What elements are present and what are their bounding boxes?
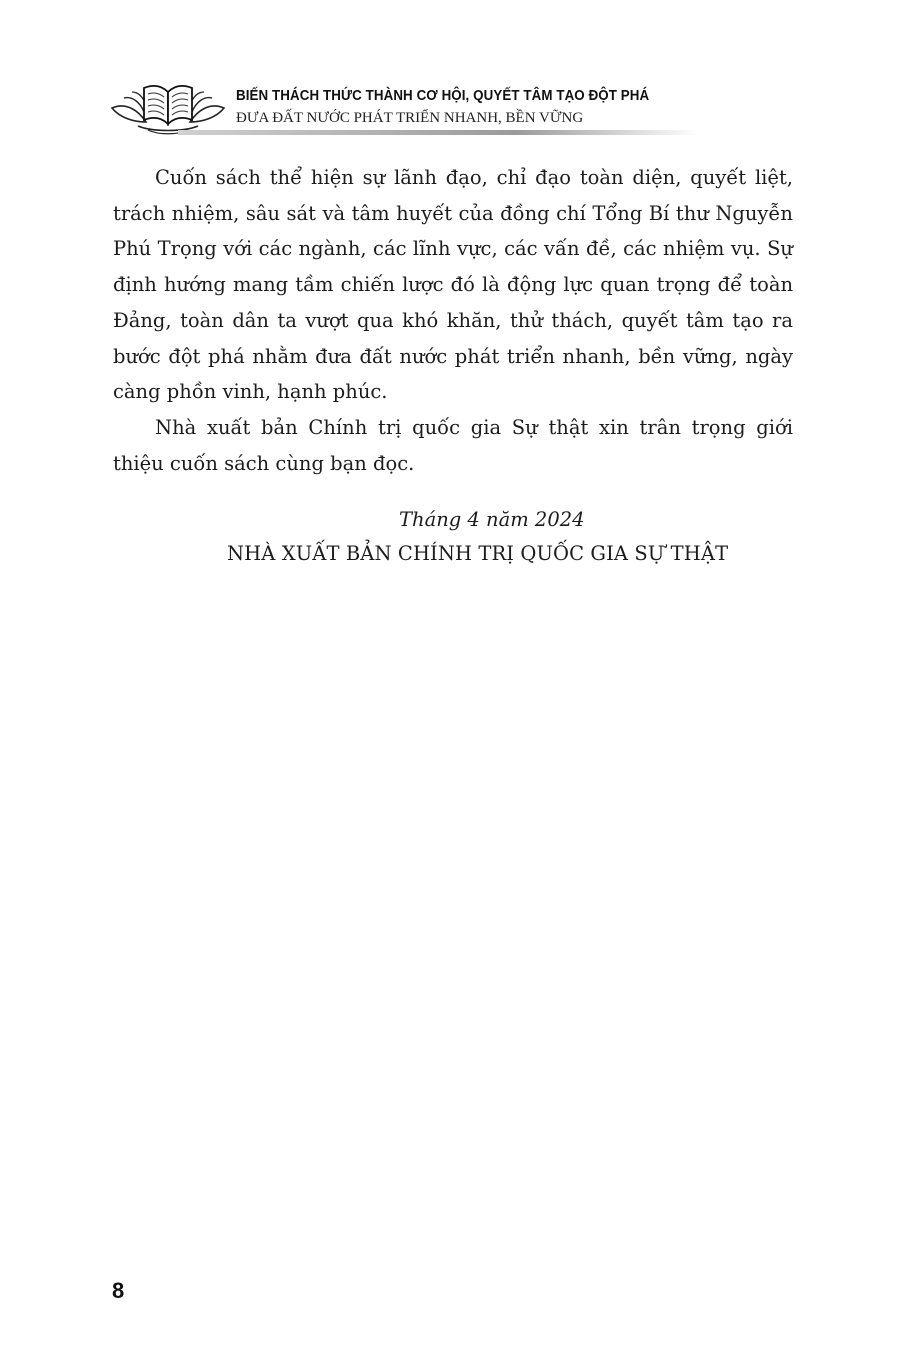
open-book-lotus-icon [108, 72, 228, 138]
signature-publisher: NHÀ XUẤT BẢN CHÍNH TRỊ QUỐC GIA SỰ THẬT [227, 542, 729, 565]
header-divider [178, 130, 698, 135]
header-title-line-1: BIẾN THÁCH THỨC THÀNH CƠ HỘI, QUYẾT TÂM TẠO ĐỘT PHÁ [236, 88, 650, 104]
signature-date: Tháng 4 năm 2024 [399, 508, 585, 531]
paragraph-2: Nhà xuất bản Chính trị quốc gia Sự thật xin trân trọng giới thiệu cuốn sách cùng bạn đọc. [113, 415, 793, 475]
running-header [108, 72, 708, 144]
body-text [113, 160, 793, 481]
header-title-line-2: ĐƯA ĐẤT NƯỚC PHÁT TRIỂN NHANH, BỀN VỮNG [236, 110, 584, 126]
page-number: 8 [112, 1278, 125, 1303]
paragraph-1: Cuốn sách thể hiện sự lãnh đạo, chỉ đạo toàn diện, quyết liệt, trách nhiệm, sâu sát và tâm huyết của đồng chí Tổng Bí thư Nguyễn Phú Trọng với các ngành, các lĩnh vực, các vấn đề, các nhiệm vụ. Sự định hướng mang tầm chiến lược đó là động lực quan trọng để toàn Đảng, toàn dân ta vượt qua khó khăn, thử thách, quyết tâm tạo ra bước đột phá nhằm đưa đất nước phát triển nhanh, bền vững, ngày càng phồn vinh, hạnh phúc. [113, 166, 793, 404]
